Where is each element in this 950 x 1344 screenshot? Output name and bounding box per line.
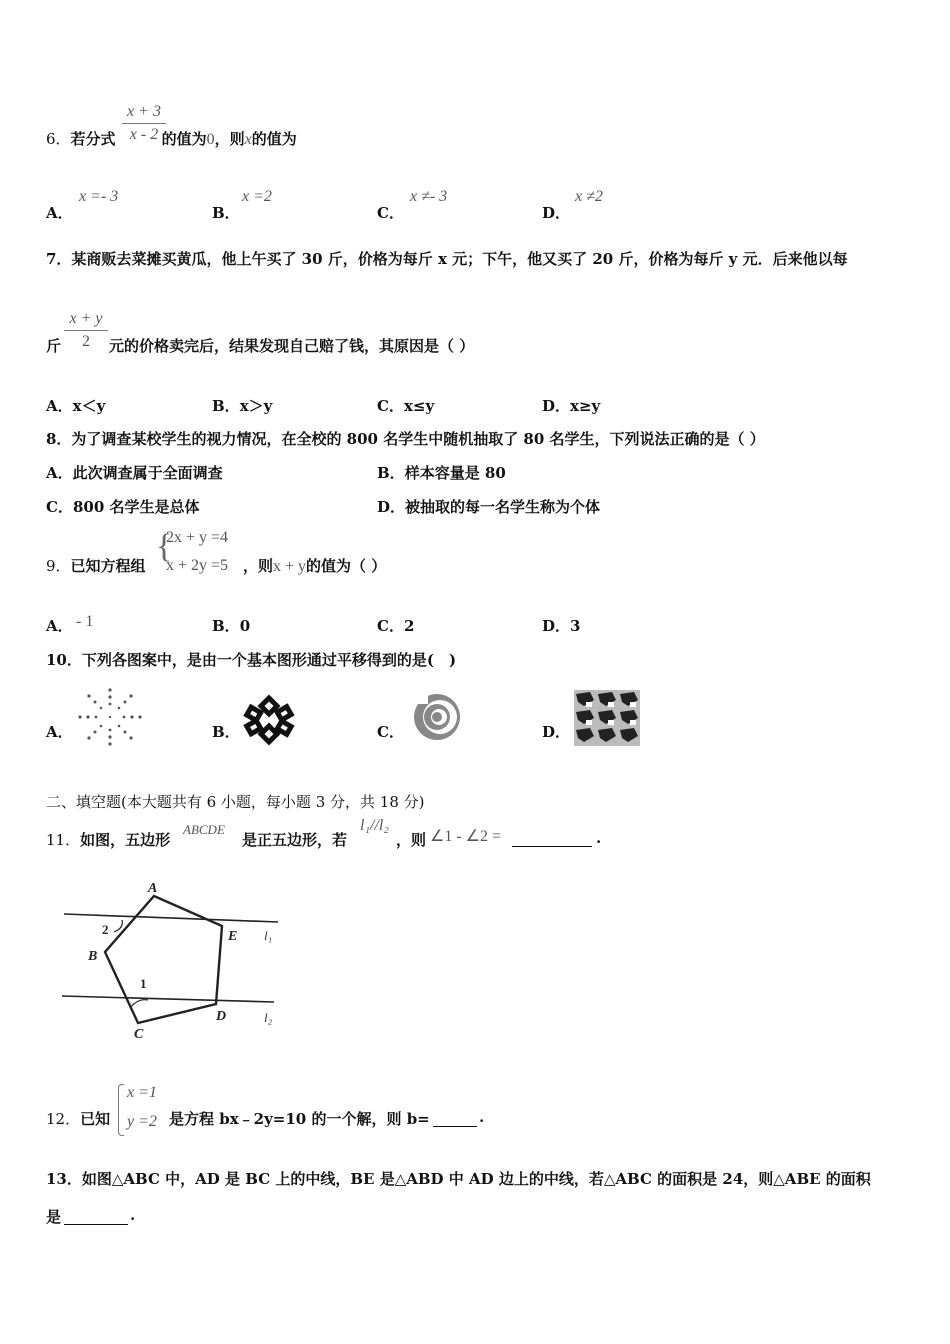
q6-stem-c: ，则 (214, 130, 245, 148)
q12-number: 12． (46, 1110, 81, 1128)
q7-option-c-label: C． (377, 397, 404, 415)
q7-option-b (212, 395, 272, 416)
angle-2-arc (114, 920, 122, 932)
question-11 (46, 829, 170, 850)
q7-line1: 7．某商贩去菜摊买黄瓜，他上午买了 30 斤，价格为每斤 x 元；下午，他又买了 20 斤，价格为每斤 y 元．后来他以每 (46, 250, 848, 268)
pentagon-abcde (105, 896, 222, 1023)
q6-fraction-denominator: x - 2 (129, 126, 159, 143)
q10-option-a-figure (74, 686, 146, 748)
q9-stem-b: ，则 (243, 557, 274, 575)
q10-option-d-figure (574, 690, 640, 746)
q7-option-a (46, 395, 105, 416)
q9-option-c (377, 615, 414, 636)
q7-fraction (64, 310, 108, 351)
q10-option-d-label: D． (542, 723, 571, 741)
q9-number: 9． (46, 557, 71, 575)
q11-pentagon-figure (58, 876, 284, 1042)
q6-option-b-label: B． (212, 204, 240, 222)
q11-name: ABCDE (183, 822, 225, 837)
q7-option-b-label: B． (212, 397, 240, 415)
q7-option-d-value: x≥y (570, 397, 601, 415)
q9-option-b-label: B． (212, 617, 240, 635)
q10-option-c-label: C． (377, 723, 404, 741)
angle-2-label: 2 (102, 922, 109, 937)
q11-parallel: l₁//l₂ (360, 817, 389, 834)
q6-option-d-label: D． (542, 204, 571, 222)
q6-zero: 0 (206, 131, 215, 148)
q8-option-b-value: 样本容量是 80 (404, 464, 506, 482)
q6-var: x (244, 131, 252, 148)
q9-eq2: x + 2y =5 (166, 557, 229, 574)
q12-eq1: x =1 (127, 1084, 157, 1101)
q7-option-b-value: x＞y (239, 397, 273, 415)
q8-option-d-label: D． (377, 498, 406, 516)
q12-brace (118, 1084, 124, 1136)
q12-end: . (479, 1108, 485, 1126)
q6-option-c-label: C． (377, 204, 404, 222)
q9-option-d (542, 615, 580, 636)
q9-brace: { (156, 528, 173, 565)
q13-end: . (130, 1206, 136, 1224)
q9-eq1: 2x + y =4 (166, 529, 229, 546)
q6-option-a-value: x =- 3 (79, 188, 119, 205)
q8-option-d (377, 496, 600, 517)
question-9 (46, 555, 146, 576)
q13-line2: 是 (46, 1208, 62, 1226)
q6-stem-b: 的值为 (161, 130, 207, 148)
question-12 (46, 1108, 110, 1129)
q9-option-a-label: A． (46, 617, 73, 635)
q8-option-b (377, 462, 506, 483)
q9-option-b (212, 615, 250, 636)
q7-pre: 斤 (46, 337, 62, 355)
line-l2 (62, 996, 274, 1002)
q6-option-c-value: x ≠- 3 (410, 188, 448, 205)
q7-option-c-value: x≤y (403, 397, 435, 415)
q6-option-d-value: x ≠2 (575, 188, 603, 205)
q8-option-d-value: 被抽取的每一名学生称为个体 (405, 498, 601, 516)
vertex-b: B (88, 949, 98, 964)
section-2-title: 二、填空题(本大题共有 6 小题，每小题 3 分，共 18 分) (46, 793, 425, 811)
q8-option-c-label: C． (46, 498, 73, 516)
q8-option-c (46, 496, 200, 517)
question-6 (46, 128, 297, 149)
q10-option-b-label: B． (212, 723, 240, 741)
q7-fraction-denominator: 2 (82, 333, 90, 350)
q6-option-b-value: x =2 (242, 188, 272, 205)
q7-option-c (377, 395, 434, 416)
q7-option-a-value: x＜y (72, 397, 106, 415)
q7-fraction-numerator: x + y (69, 310, 103, 327)
q8-stem: 8．为了调查某校学生的视力情况，在全校的 800 名学生中随机抽取了 80 名学生，下列说法正确的是（ ） (46, 430, 765, 448)
q6-number: 6． (46, 130, 71, 148)
q12-eq2: y =2 (127, 1113, 157, 1130)
q10-stem: 10．下列各图案中，是由一个基本图形通过平移得到的是( ) (46, 651, 457, 669)
q6-fraction-numerator: x + 3 (127, 103, 161, 120)
vertex-e: E (228, 929, 238, 944)
q12-answer-blank[interactable] (433, 1108, 477, 1127)
q9-option-c-label: C． (377, 617, 404, 635)
q10-option-a-label: A． (46, 723, 73, 741)
q8-option-c-value: 800 名学生是总体 (72, 498, 200, 516)
q9-option-d-label: D． (542, 617, 571, 635)
q9-stem-a: 已知方程组 (70, 557, 146, 575)
q12-stem-b: 是方程 bx﹣2y=10 的一个解，则 b= (169, 1110, 430, 1128)
q10-option-b-figure (238, 692, 300, 748)
q8-option-a (46, 462, 223, 483)
q6-stem-d: 的值为 (251, 130, 297, 148)
q11-stem-a: 如图，五边形 (80, 831, 171, 849)
q7-option-a-label: A． (46, 397, 73, 415)
q7-post: 元的价格卖完后，结果发现自己赔了钱，其原因是（ ） (109, 337, 475, 355)
angle-1-label: 1 (140, 976, 147, 991)
q8-option-a-label: A． (46, 464, 73, 482)
q11-stem-c: ，则 (396, 831, 427, 849)
vertex-c: C (134, 1027, 144, 1042)
q11-expr: ∠1 - ∠2 = (430, 828, 502, 845)
q11-answer-blank[interactable] (512, 829, 592, 847)
q9-option-a-value: - 1 (76, 613, 94, 630)
q12-stem-a: 已知 (80, 1110, 111, 1128)
vertex-d: D (216, 1009, 227, 1024)
vertex-a: A (148, 881, 158, 896)
q11-stem-b: 是正五边形，若 (242, 831, 348, 849)
q13-answer-blank[interactable] (64, 1206, 128, 1225)
q7-option-d-label: D． (542, 397, 571, 415)
q9-option-c-value: 2 (403, 617, 415, 635)
q13-line1: 13．如图△ABC 中，AD 是 BC 上的中线，BE 是△ABD 中 AD 边上的中线，若△ABC 的面积是 24，则△ABE 的面积 (46, 1170, 871, 1188)
q9-stem-c: 的值为（ ） (306, 557, 387, 575)
q9-expr: x + y (273, 558, 307, 575)
q7-option-d (542, 395, 600, 416)
q8-option-b-label: B． (377, 464, 405, 482)
fraction-bar (64, 330, 108, 331)
q9-stem-rest (243, 555, 386, 576)
q9-option-b-value: 0 (239, 617, 251, 635)
line-l1-label: l₁ (264, 928, 273, 943)
q10-option-c-figure (410, 690, 464, 742)
q11-number: 11． (46, 831, 81, 849)
q11-end: . (596, 829, 602, 847)
q8-option-a-value: 此次调查属于全面调查 (72, 464, 223, 482)
line-l1 (64, 914, 278, 922)
fraction-bar (122, 123, 166, 124)
angle-1-arc (130, 1000, 148, 1008)
line-l2-label: l₂ (264, 1010, 273, 1025)
q9-option-d-value: 3 (570, 617, 581, 635)
q6-option-a-label: A． (46, 204, 73, 222)
q6-stem-a: 若分式 (70, 130, 116, 148)
